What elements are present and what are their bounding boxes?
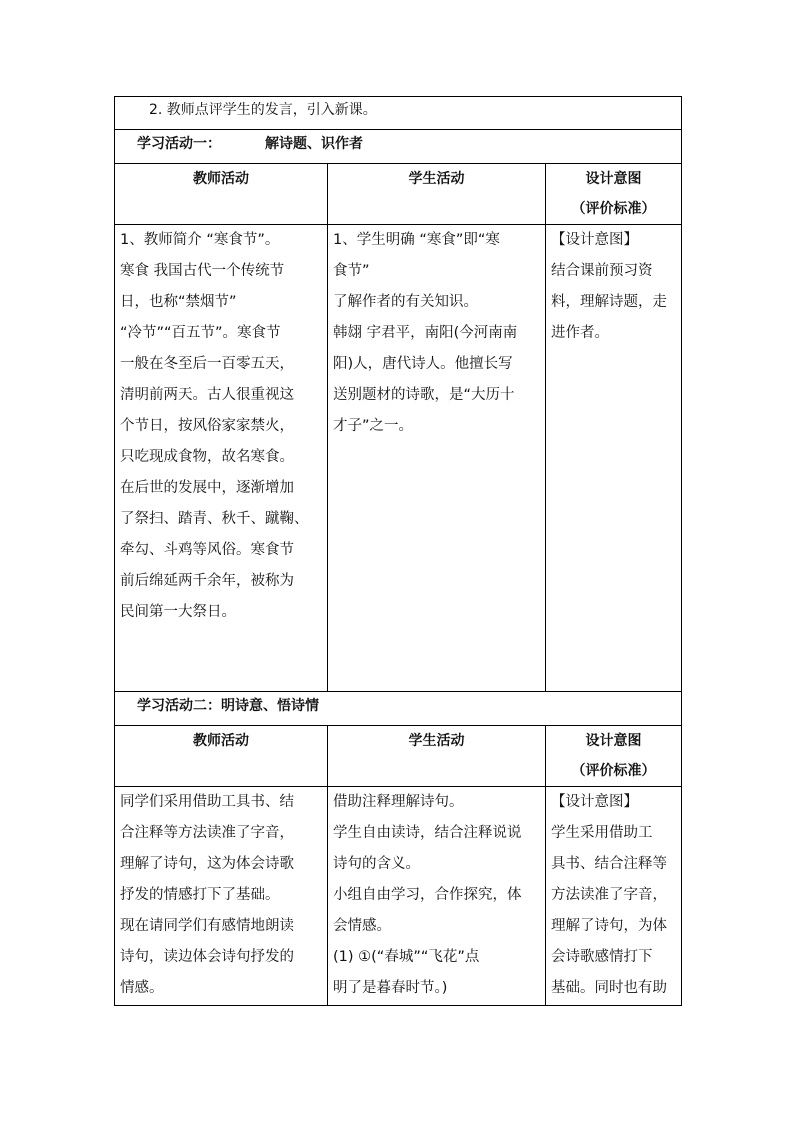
- activity1-student-cell: [328, 225, 546, 692]
- activity1-student-line: 了解作者的有关知识。: [333, 294, 478, 310]
- activity1-title: 解诗题、识作者: [265, 136, 363, 152]
- activity1-teacher-line: 一般在冬至后一百零五天，: [120, 356, 294, 372]
- activity1-teacher-line: 清明前两天。古人很重视这: [120, 387, 294, 403]
- activity1-label: 学习活动一：: [137, 136, 221, 152]
- activity2-teacher-line: 理解了诗句，这为体会诗歌: [120, 856, 294, 872]
- activity1-header-design-line1: 设计意图: [585, 171, 642, 187]
- activity1-design-cell: [546, 225, 682, 692]
- activity1-header-row: [115, 164, 682, 225]
- activity2-teacher-line: 同学们采用借助工具书、结: [120, 794, 294, 810]
- activity2-student-line: 借助注释理解诗句。: [333, 794, 464, 810]
- intro-cell: 2. 教师点评学生的发言，引入新课。: [115, 97, 682, 130]
- activity2-header-teacher: 教师活动: [115, 726, 328, 787]
- activity1-header-teacher: 教师活动: [115, 164, 328, 225]
- activity2-student-line: 诗句的含义。: [333, 856, 420, 872]
- activity1-teacher-line: 前后绵延两千余年，被称为: [120, 573, 294, 589]
- activity1-title-row: [115, 130, 682, 164]
- activity2-title-cell: 学习活动二：明诗意、悟诗情: [115, 692, 682, 726]
- activity2-title-row: [115, 692, 682, 726]
- intro-row: [115, 97, 682, 130]
- activity1-teacher-line: 寒食 我国古代一个传统节: [120, 263, 285, 279]
- lesson-plan-table: [114, 96, 682, 1006]
- activity2-header-student: 学生活动: [328, 726, 546, 787]
- activity2-design-line: 【设计意图】: [551, 794, 638, 810]
- activity1-teacher-line: 1、教师简介 “寒食节”。: [120, 232, 280, 248]
- lesson-plan-document: [114, 96, 681, 1006]
- activity1-student-line: 1、学生明确 “寒食”即“寒: [333, 232, 500, 248]
- activity2-design-line: 基础。同时也有助: [551, 980, 667, 996]
- activity2-body-row: [115, 787, 682, 1006]
- activity2-design-line: 方法读准了字音，: [551, 887, 667, 903]
- activity2-teacher-cell: [115, 787, 328, 1006]
- activity2-student-cell: [328, 787, 546, 1006]
- activity1-teacher-line: 民间第一大祭日。: [120, 604, 236, 620]
- activity1-header-design-line2: （评价标准）: [571, 201, 656, 217]
- activity1-student-line: 才子”之一。: [333, 418, 414, 434]
- activity2-header-design: [546, 726, 682, 787]
- activity2-teacher-line: 情感。: [120, 980, 164, 996]
- activity1-teacher-line: 在后世的发展中，逐渐增加: [120, 480, 294, 496]
- activity2-teacher-line: 现在请同学们有感情地朗读: [120, 918, 294, 934]
- activity2-teacher-line: 诗句，读边体会诗句抒发的: [120, 949, 294, 965]
- activity1-student-line: 阳)人，唐代诗人。他擅长写: [333, 356, 513, 372]
- activity1-design-line: 料，理解诗题，走: [551, 294, 667, 310]
- activity1-body-row: [115, 225, 682, 692]
- activity2-student-line: 明了是暮春时节。): [333, 980, 448, 996]
- activity1-teacher-line: 只吃现成食物，故名寒食。: [120, 449, 294, 465]
- activity1-student-line: 送别题材的诗歌，是“大历十: [333, 387, 515, 403]
- activity2-student-line: 会情感。: [333, 918, 391, 934]
- activity2-header-design-line1: 设计意图: [585, 733, 642, 749]
- activity2-student-line: (1) ①(“春城”“飞花”点: [333, 949, 480, 965]
- activity2-student-line: 小组自由学习，合作探究，体: [333, 887, 522, 903]
- activity1-teacher-line: 个节日，按风俗家家禁火，: [120, 418, 294, 434]
- activity2-header-design-line2: （评价标准）: [571, 763, 656, 779]
- activity2-header-row: [115, 726, 682, 787]
- activity1-student-line: 食节”: [333, 263, 370, 279]
- activity1-header-student: 学生活动: [328, 164, 546, 225]
- activity2-design-line: 学生采用借助工: [551, 825, 653, 841]
- activity1-teacher-cell: [115, 225, 328, 692]
- activity1-design-line: 进作者。: [551, 325, 609, 341]
- activity1-student-line: 韩翃 宇君平，南阳(今河南南: [333, 325, 518, 341]
- activity2-teacher-line: 合注释等方法读准了字音，: [120, 825, 294, 841]
- activity1-title-cell: [115, 130, 682, 164]
- activity2-student-line: 学生自由读诗，结合注释说说: [333, 825, 522, 841]
- activity1-teacher-line: 了祭扫、踏青、秋千、蹴鞠、: [120, 511, 309, 527]
- activity2-teacher-line: 抒发的情感打下了基础。: [120, 887, 280, 903]
- activity2-design-line: 会诗歌感情打下: [551, 949, 653, 965]
- activity1-header-design: [546, 164, 682, 225]
- activity1-teacher-line: 牵勾、斗鸡等风俗。寒食节: [120, 542, 294, 558]
- activity2-design-line: 具书、结合注释等: [551, 856, 667, 872]
- activity1-teacher-line: 日，也称“禁烟节”: [120, 294, 237, 310]
- activity1-teacher-line: “冷节”“百五节”。寒食节: [120, 325, 281, 341]
- activity2-design-cell: [546, 787, 682, 1006]
- activity2-design-line: 理解了诗句，为体: [551, 918, 667, 934]
- activity1-design-line: 结合课前预习资: [551, 263, 653, 279]
- activity1-design-line: 【设计意图】: [551, 232, 638, 248]
